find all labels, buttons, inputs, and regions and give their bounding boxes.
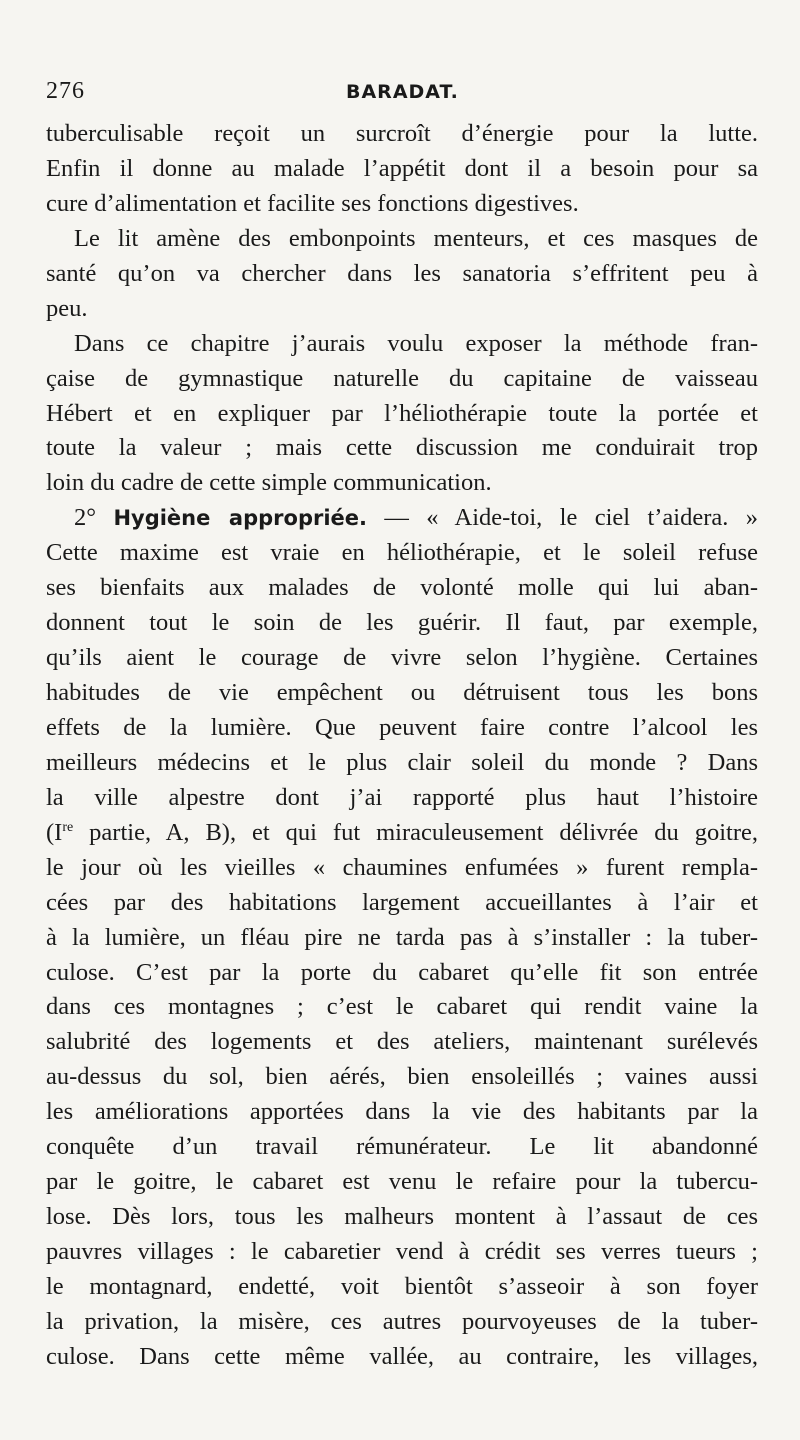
line-text: effets de la lumière. Que peuvent faire contre l’alcool les	[46, 713, 758, 741]
line-text: toute la valeur ; mais cette discussion me conduirait trop	[46, 434, 758, 462]
text-line	[46, 397, 758, 432]
line-text: les améliorations apportées dans la vie des habitants par la	[46, 1098, 758, 1126]
line-text: Hébert et en expliquer par l’héliothérapie toute la portée et	[46, 399, 758, 427]
text-line	[46, 1130, 758, 1165]
text-line	[46, 222, 758, 257]
line-text: lose. Dès lors, tous les malheurs montent à l’assaut de ces	[46, 1203, 758, 1231]
text-line	[46, 292, 758, 327]
text-line	[46, 1025, 758, 1060]
line-text: culose. Dans cette même vallée, au contraire, les villages,	[46, 1342, 758, 1370]
text-line	[46, 921, 758, 956]
text-line	[46, 711, 758, 746]
line-text: Enfin il donne au malade l’appétit dont il a besoin pour sa	[46, 154, 758, 182]
line-text: Cette maxime est vraie en héliothérapie, et le soleil refuse	[46, 539, 758, 567]
line-text: dans ces montagnes ; c’est le cabaret qui rendit vaine la	[46, 993, 758, 1021]
line-text: pauvres villages : le cabaretier vend à crédit ses verres tueurs ;	[46, 1238, 758, 1265]
text-line	[46, 257, 758, 292]
text-line	[46, 1060, 758, 1095]
line-text: — « Aide-toi, le ciel t’aidera. »	[367, 504, 758, 532]
text-line	[46, 851, 758, 886]
text-line	[46, 606, 758, 641]
text-line	[46, 536, 758, 571]
text-line	[46, 117, 758, 152]
superscript: re	[62, 819, 74, 835]
line-text: partie, A, B), et qui fut miraculeusement délivrée du goitre,	[73, 818, 758, 846]
line-text: meilleurs médecins et le plus clair soleil du monde ? Dans	[46, 748, 758, 776]
line-text: qu’ils aient le courage de vivre selon l’hygiène. Certaines	[46, 644, 758, 672]
text-line	[46, 746, 758, 781]
text-line	[46, 1235, 758, 1270]
line-text: à la lumière, un fléau pire ne tarda pas à s’installer : la tuber-	[46, 923, 758, 951]
line-text: conquête d’un travail rémunérateur. Le lit abandonné	[46, 1133, 758, 1161]
text-line	[46, 641, 758, 676]
text-line	[46, 571, 758, 606]
page-number: 276	[46, 78, 85, 104]
line-text: la privation, la misère, ces autres pourvoyeuses de la tuber-	[46, 1307, 758, 1335]
text-line	[46, 1200, 758, 1235]
text-line	[46, 501, 758, 536]
text-line	[46, 431, 758, 466]
text-line	[46, 886, 758, 921]
line-text: çaise de gymnastique naturelle du capitaine de vaisseau	[46, 364, 758, 392]
text-line	[46, 362, 758, 397]
running-head: BARADAT.	[346, 81, 459, 103]
text-line	[46, 1270, 758, 1305]
text-line	[46, 1340, 758, 1375]
text-line	[46, 152, 758, 187]
text-line	[46, 816, 758, 851]
line-text: donnent tout le soin de les guérir. Il faut, par exemple,	[46, 609, 758, 637]
body-text	[46, 117, 758, 1375]
line-text: salubrité des logements et des ateliers, maintenant surélevés	[46, 1028, 758, 1056]
text-line	[46, 956, 758, 991]
section-heading: Hygiène appropriée.	[113, 506, 367, 531]
text-line	[46, 1095, 758, 1130]
text-line	[46, 781, 758, 816]
line-text: culose. C’est par la porte du cabaret qu’elle fit son entrée	[46, 958, 758, 986]
line-text: tuberculisable reçoit un surcroît d’énergie pour la lutte.	[46, 120, 758, 147]
line-text: le jour où les vieilles « chaumines enfumées » furent rempla-	[46, 853, 758, 881]
line-prefix: 2°	[74, 504, 97, 532]
line-text: cure d’alimentation et facilite ses fonctions digestives.	[46, 189, 579, 217]
text-line	[46, 990, 758, 1025]
line-text: le montagnard, endetté, voit bientôt s’asseoir à son foyer	[46, 1272, 758, 1300]
line-text: la ville alpestre dont j’ai rapporté plus haut l’histoire	[46, 783, 758, 811]
line-text: ses bienfaits aux malades de volonté molle qui lui aban-	[46, 574, 758, 602]
line-text: Dans ce chapitre j’aurais voulu exposer la méthode fran-	[74, 329, 758, 357]
line-text: Le lit amène des embonpoints menteurs, et ces masques de	[74, 224, 758, 252]
line-prefix: (I	[46, 818, 63, 846]
text-line	[46, 1305, 758, 1340]
text-line	[46, 327, 758, 362]
line-text: par le goitre, le cabaret est venu le refaire pour la tubercu-	[46, 1168, 758, 1196]
text-line	[46, 1165, 758, 1200]
text-line	[46, 676, 758, 711]
line-text: cées par des habitations largement accueillantes à l’air et	[46, 888, 758, 916]
line-text: peu.	[46, 294, 88, 322]
line-text: habitudes de vie empêchent ou détruisent tous les bons	[46, 679, 758, 706]
line-text: au-dessus du sol, bien aérés, bien ensoleillés ; vaines aussi	[46, 1063, 758, 1091]
line-text: santé qu’on va chercher dans les sanatoria s’effritent peu à	[46, 259, 758, 287]
line-text: loin du cadre de cette simple communication.	[46, 469, 492, 497]
text-line	[46, 187, 758, 222]
text-line	[46, 466, 758, 501]
page-header	[46, 78, 766, 112]
